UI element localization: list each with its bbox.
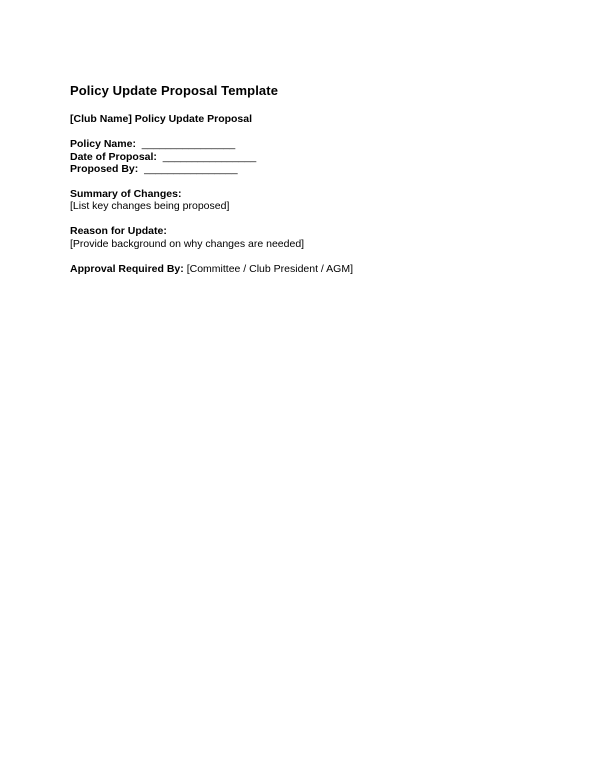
approval-line <box>70 263 570 276</box>
summary-heading: Summary of Changes: <box>70 187 182 200</box>
reason-heading: Reason for Update: <box>70 225 167 237</box>
date-of-proposal-blank: ________________ <box>156 150 257 163</box>
reason-body: [Provide background on why changes are needed] <box>70 237 305 250</box>
club-proposal-heading: [Club Name] Policy Update Proposal <box>70 113 253 125</box>
policy-name-blank: ________________ <box>135 138 236 150</box>
proposal-fields <box>70 138 570 176</box>
document-title: Policy Update Proposal Template <box>70 83 279 98</box>
proposed-by-label: Proposed By: <box>70 163 139 175</box>
policy-name-label: Policy Name: <box>70 138 136 150</box>
summary-body: [List key changes being proposed] <box>70 200 230 212</box>
proposed-by-field <box>70 163 570 176</box>
approval-label: Approval Required By: <box>70 262 184 275</box>
date-of-proposal-label: Date of Proposal: <box>70 150 157 163</box>
summary-section <box>70 188 570 214</box>
policy-name-field <box>70 138 570 151</box>
document-page <box>70 82 570 276</box>
approval-value: [Committee / Club President / AGM] <box>183 262 354 275</box>
date-of-proposal-field <box>70 151 570 164</box>
proposed-by-blank: ________________ <box>138 163 238 175</box>
reason-section <box>70 225 570 251</box>
